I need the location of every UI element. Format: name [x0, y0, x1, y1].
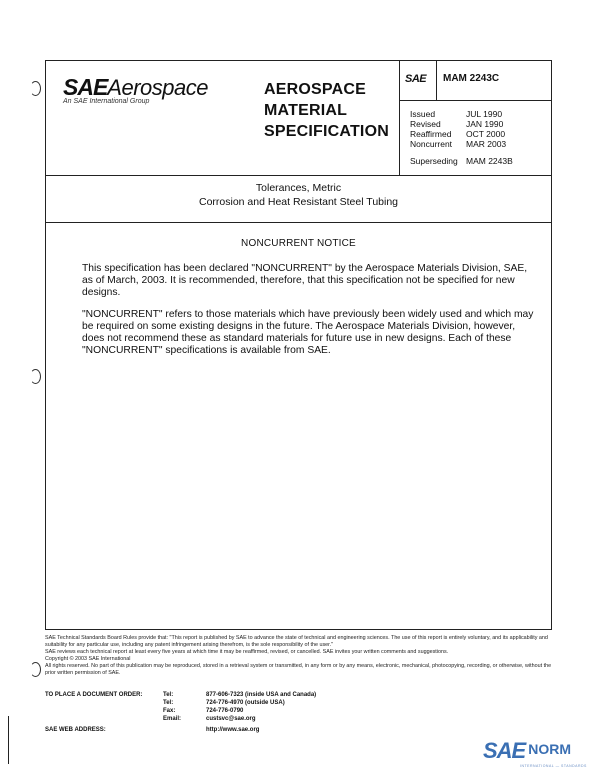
footer-copyright: Copyright © 2003 SAE International — [45, 656, 131, 662]
order-contacts — [45, 691, 316, 734]
web-address-link[interactable]: http://www.sae.org — [206, 727, 260, 733]
title-line-2: Corrosion and Heat Resistant Steel Tubing — [198, 196, 399, 208]
legal-footer — [45, 635, 555, 677]
logo-subtitle: An SAE International Group — [63, 98, 150, 105]
superseding-row — [410, 156, 513, 166]
contact-label: Email: — [163, 716, 182, 722]
sae-mark-divider — [436, 60, 437, 100]
document-number: MAM 2243C — [443, 73, 500, 84]
notice-paragraph: This specification has been declared "NONCURRENT" by the Aerospace Materials Division, SAE, as of March, 2003. It is recommended, therefore, that this specification not be specified for new designs. — [82, 263, 528, 298]
header-column-divider — [399, 60, 400, 175]
watermark-sae: SAE — [483, 738, 526, 763]
header-divider — [45, 175, 552, 176]
watermark-norm: NORM — [528, 741, 572, 757]
binder-hole-icon — [30, 81, 41, 96]
date-value: MAR 2003 — [466, 139, 507, 149]
notice-paragraph: "NONCURRENT" refers to those materials which have previously been widely used and which may be required on some existing designs in the future. The Aerospace Materials Division, however, does not recommend these as standard materials for future use in new designs. Each of these "NONCURRENT" specifications is available from SAE. — [82, 309, 534, 356]
footer-paragraph: SAE reviews each technical report at least every five years at which time it may be reaffirmed, revised, or cancelled. SAE invites your written comments and suggestions. — [45, 649, 449, 655]
date-value: OCT 2000 — [466, 129, 506, 139]
document-type-line: SPECIFICATION — [264, 123, 389, 140]
document-type-line: MATERIAL — [264, 102, 348, 119]
date-row-revised — [410, 119, 506, 129]
contact-value: 724-776-0790 — [206, 708, 244, 714]
contact-row — [45, 715, 316, 723]
contact-value: 724-776-4970 (outside USA) — [206, 700, 285, 706]
footer-paragraph: All rights reserved. No part of this publication may be reproduced, stored in a retrieval system or transmitted, in any form or by any means, electronic, mechanical, photocopying, recording, or otherwise, without the prior written permission of SAE. — [45, 663, 552, 676]
date-label: Issued — [410, 109, 436, 119]
contact-row — [45, 699, 316, 707]
document-title — [45, 181, 552, 209]
contact-value: 877-606-7323 (inside USA and Canada) — [206, 692, 317, 698]
superseding-value: MAM 2243B — [466, 156, 513, 166]
document-type-line: AEROSPACE — [264, 81, 366, 98]
date-row-issued — [410, 109, 506, 119]
contact-row — [45, 691, 316, 699]
scan-edge-mark — [8, 716, 9, 764]
logo-sae-text: SAE — [63, 74, 108, 100]
document-type — [264, 79, 389, 142]
title-line-1: Tolerances, Metric — [255, 182, 342, 194]
contact-label: Tel: — [163, 700, 174, 706]
binder-hole-icon — [30, 662, 41, 677]
title-divider — [45, 222, 552, 223]
date-row-noncurrent — [410, 139, 506, 149]
date-value: JUL 1990 — [466, 109, 503, 119]
date-value: JAN 1990 — [466, 119, 504, 129]
footer-paragraph: SAE Technical Standards Board Rules provide that: "This report is published by SAE to advance the state of technical and engineering sciences. The use of this report is entirely voluntary, and its applicability and suitability for any particular use, including any patent infringement arising therefrom, is the sole responsibility of the user." — [45, 635, 548, 648]
binder-hole-icon — [30, 369, 41, 384]
web-label: SAE WEB ADDRESS: — [45, 727, 106, 733]
date-label: Noncurrent — [410, 139, 453, 149]
sae-norm-watermark — [483, 738, 571, 764]
contact-label: Tel: — [163, 692, 174, 698]
contact-row — [45, 707, 316, 715]
notice-body — [82, 263, 537, 367]
watermark-tagline: INTERNATIONAL — STANDARDS — [520, 764, 587, 768]
date-history — [410, 109, 506, 149]
doc-number-divider — [399, 100, 552, 101]
superseding-label: Superseding — [410, 156, 458, 166]
notice-heading: NONCURRENT NOTICE — [241, 238, 356, 249]
contact-label: Fax: — [163, 708, 176, 714]
date-label: Revised — [410, 119, 441, 129]
contact-value: custsvc@sae.org — [206, 716, 256, 722]
order-label: TO PLACE A DOCUMENT ORDER: — [45, 692, 143, 698]
sae-mark: SAE — [405, 73, 427, 85]
logo-aerospace-text: Aerospace — [107, 75, 208, 100]
date-row-reaffirmed — [410, 129, 506, 139]
web-row — [45, 726, 316, 734]
date-label: Reaffirmed — [410, 129, 452, 139]
